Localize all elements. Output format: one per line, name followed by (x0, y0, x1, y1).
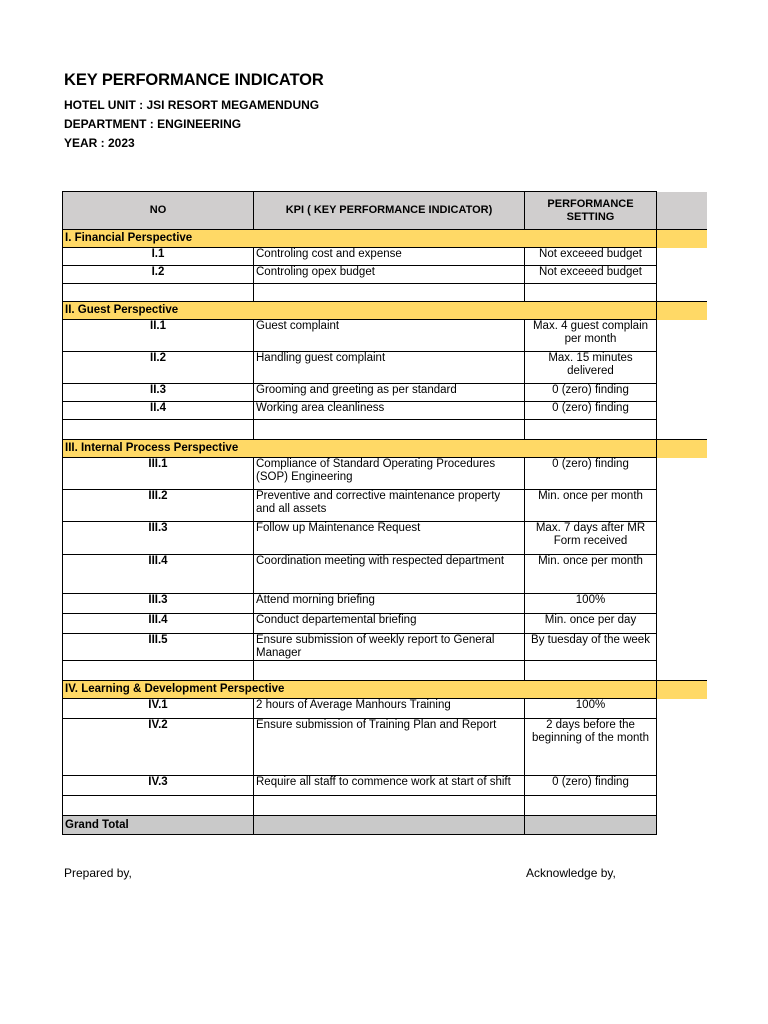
kpi-setting: 0 (zero) finding (525, 458, 657, 490)
kpi-text: Require all staff to commence work at start of shift (254, 776, 525, 796)
kpi-no: III.3 (63, 594, 254, 614)
kpi-no: IV.2 (63, 719, 254, 776)
table-row (63, 458, 707, 490)
kpi-no: III.1 (63, 458, 254, 490)
department: DEPARTMENT : ENGINEERING (64, 117, 242, 131)
kpi-text: Attend morning briefing (254, 594, 525, 614)
kpi-text: Working area cleanliness (254, 402, 525, 420)
kpi-text: Handling guest complaint (254, 352, 525, 384)
section-row (63, 230, 707, 248)
kpi-text: 2 hours of Average Manhours Training (254, 699, 525, 719)
section-title: I. Financial Perspective (63, 230, 657, 248)
table-row (63, 402, 707, 420)
kpi-setting: 100% (525, 699, 657, 719)
blank-row (63, 661, 707, 681)
table-row (63, 776, 707, 796)
kpi-no: III.2 (63, 490, 254, 522)
blank-row (63, 420, 707, 440)
acknowledge-by-label: Acknowledge by, (526, 866, 616, 880)
document-title: KEY PERFORMANCE INDICATOR (64, 71, 324, 89)
kpi-no: III.4 (63, 555, 254, 594)
section-title: IV. Learning & Development Perspective (63, 681, 657, 699)
kpi-setting: Min. once per month (525, 555, 657, 594)
table-row (63, 614, 707, 634)
kpi-text: Preventive and corrective maintenance property and all assets (254, 490, 525, 522)
kpi-no: III.4 (63, 614, 254, 634)
kpi-setting: Max. 15 minutes delivered (525, 352, 657, 384)
kpi-setting: 100% (525, 594, 657, 614)
blank-row (63, 284, 707, 302)
kpi-no: I.1 (63, 248, 254, 266)
grand-total-label: Grand Total (63, 816, 254, 835)
kpi-no: II.3 (63, 384, 254, 402)
kpi-setting: Min. once per month (525, 490, 657, 522)
kpi-setting: Min. once per day (525, 614, 657, 634)
table-row (63, 248, 707, 266)
kpi-no: IV.1 (63, 699, 254, 719)
kpi-text: Compliance of Standard Operating Procedures (SOP) Engineering (254, 458, 525, 490)
table-row (63, 555, 707, 594)
table-row (63, 266, 707, 284)
kpi-no: II.2 (63, 352, 254, 384)
header-setting: PERFORMANCE SETTING (525, 192, 657, 230)
kpi-text: Follow up Maintenance Request (254, 522, 525, 555)
table-row (63, 699, 707, 719)
section-row (63, 681, 707, 699)
kpi-text: Controling opex budget (254, 266, 525, 284)
table-row (63, 320, 707, 352)
section-title: II. Guest Perspective (63, 302, 657, 320)
table-row (63, 522, 707, 555)
kpi-text: Coordination meeting with respected department (254, 555, 525, 594)
hotel-unit: HOTEL UNIT : JSI RESORT MEGAMENDUNG (64, 98, 320, 112)
kpi-no: IV.3 (63, 776, 254, 796)
kpi-table (62, 191, 707, 835)
section-title: III. Internal Process Perspective (63, 440, 657, 458)
kpi-setting: By tuesday of the week (525, 634, 657, 661)
table-row (63, 352, 707, 384)
kpi-setting: Not exceeed budget (525, 248, 657, 266)
grand-total-row (63, 816, 707, 835)
kpi-setting: 2 days before the beginning of the month (525, 719, 657, 776)
header-kpi: KPI ( KEY PERFORMANCE INDICATOR) (254, 192, 525, 230)
kpi-setting: Max. 4 guest complain per month (525, 320, 657, 352)
kpi-no: II.1 (63, 320, 254, 352)
table-row (63, 490, 707, 522)
section-row (63, 440, 707, 458)
kpi-no: III.3 (63, 522, 254, 555)
kpi-setting: Max. 7 days after MR Form received (525, 522, 657, 555)
kpi-text: Ensure submission of weekly report to General Manager (254, 634, 525, 661)
header-no: NO (63, 192, 254, 230)
table-row (63, 384, 707, 402)
kpi-text: Guest complaint (254, 320, 525, 352)
year: YEAR : 2023 (64, 136, 135, 150)
prepared-by-label: Prepared by, (64, 866, 132, 880)
kpi-text: Conduct departemental briefing (254, 614, 525, 634)
table-row (63, 634, 707, 661)
kpi-no: II.4 (63, 402, 254, 420)
kpi-text: Ensure submission of Training Plan and Report (254, 719, 525, 776)
table-row (63, 594, 707, 614)
table-header-row (63, 192, 707, 230)
kpi-no: I.2 (63, 266, 254, 284)
kpi-no: III.5 (63, 634, 254, 661)
table-row (63, 719, 707, 776)
blank-row (63, 796, 707, 816)
kpi-setting: Not exceeed budget (525, 266, 657, 284)
kpi-setting: 0 (zero) finding (525, 384, 657, 402)
kpi-text: Controling cost and expense (254, 248, 525, 266)
kpi-setting: 0 (zero) finding (525, 776, 657, 796)
kpi-text: Grooming and greeting as per standard (254, 384, 525, 402)
section-row (63, 302, 707, 320)
kpi-setting: 0 (zero) finding (525, 402, 657, 420)
